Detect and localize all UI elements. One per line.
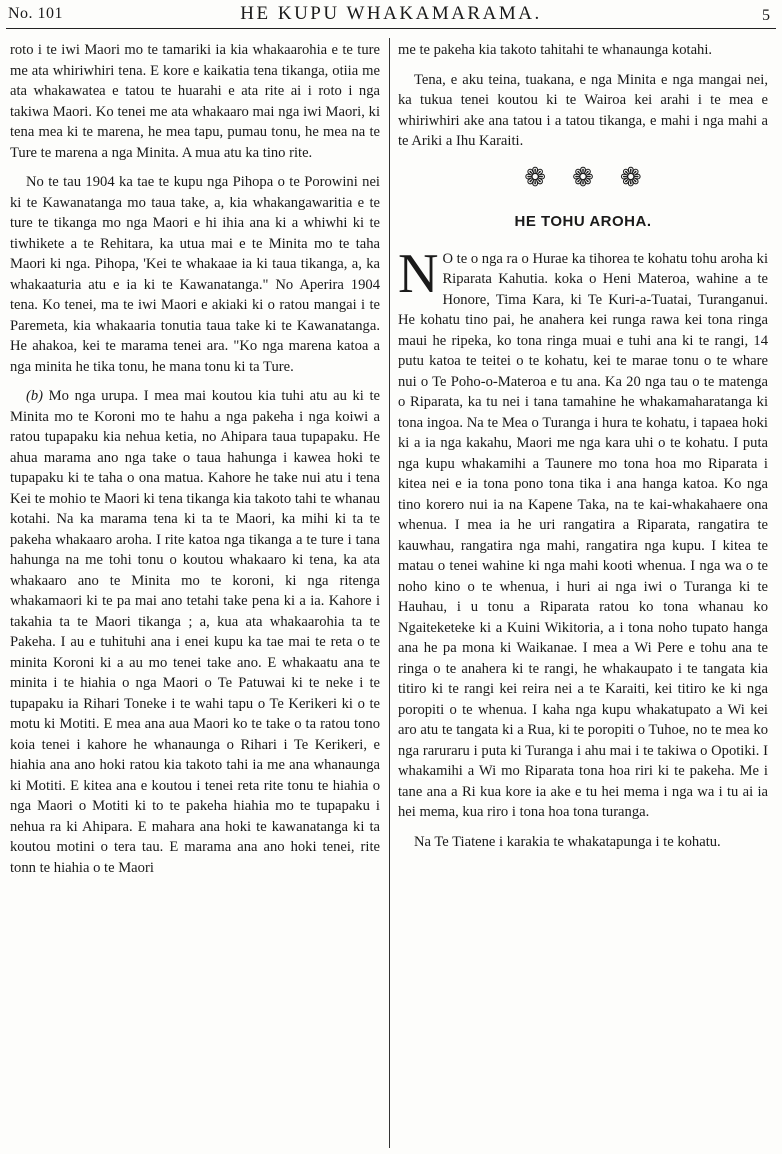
paragraph-text: Mo nga urupa. I mea mai koutou kia tuhi atu au ki te Minita mo te Koroni mo te hahu a nga pakeha i nga koiwi a ratou tupapaku kia nehua ketia, no Ahipara taua tupapaku. He ahua marama ano nga take o taua hahunga i kawea hoki te tupapaku ki te taha o ona matua. Kahore he take nui atu i tena Kei te mohio te Maori ki tena tikanga kia takoto tahi te whanau kotahi. Na ka marama tena ki ta te Maori, ka mihi ki ta te pakeha whakaaro aroha. I rite katoa nga tikanga a te ture i tana hahunga na me tohi tonu o koutou whakaaro ki tena, ka ata whakaaro ano te Minita mo te koroni, ki nga ritenga whakamaori ki te pa mai ano tetahi take pena ki a ia. Kahore i takahia ta te Maori tikanga ; a, kua ata whakaarohia ta te Pakeha. I au e tuhituhi ana i enei kupu ka tae mai te reta o te minita Koroni ki a au mo tenei take ano. E whakaatu ana te minita i te hiahia o nga Maori o Te Patuwai ki te neke i te tupapaku ia Rihari Toneke i te wahi tapu o Te Kerikeri ki o te motu ki Motiti. E mea ana aua Maori ko te take o ta ratou tono koia tenei i kahore he whanaunga o Rihari i Te Kerikeri, e hiahia ana ano hoki ratou kia takoto tahi ia me ana whanaunga ki Motiti. E kitea ana e koutou i tenei reta rite tonu te hiahia o nga Maori o Motiti ki to te pakeha hiahia mo te tupapaku i nehua ra ki Ahipara. E mahara ana hoki te kawanatanga ki ta koutou motini o tera tau. E marama ana ano hoki tenei, rite tonn te hiahia o te Maori	[10, 388, 381, 876]
page-number: 5	[762, 7, 770, 24]
column-divider	[389, 38, 390, 1148]
paragraph	[10, 386, 380, 878]
paragraph-text: O te o nga ra o Hurae ka tihorea te kohatu tohu aroha ki Riparata Kahutia. koka o Heni Materoa, wahine a te Honore, Tima Kara, ki Te Kuri-a-Tuatai, Turanganui. He kohatu tino pai, he anahera kei runga rawa kei tona ringa maui he ripeka, ko tona ringa muai e tuhi ana ki te rangi, 14 putu katoa te teitei o te kohatu, kei te marae tonu o te whare nui o Te Poho-o-Materoa e tu ana. Ka 20 nga tau o te matenga o Riparata, ka tu nei i tana tamahine he whakamaharatanga ki tona ingoa. Na te Mea o Turanga i hura te kohatu, i tapaea hoki ki a ia nga kakahu, Maori me nga kara uhi o te kohatu. I puta nga kupu whakamihi a Taunere mo tona hoa mo Riparata i kitea nei e ia tona pono tona tika i ana hanga katoa. Ko nga tino korero nui ia na Kapene Taka, na te kai-whakahaere ona whenua. I mea ia he uri rangatira a Riparata, rangatira te kauwhau, rangatira nga mahi, rangatira nga kupu. I kitea te matau o tenei wahine ki nga mahi kooti whenua. I nga wa o te noho kino o te whenua, i huri ai nga iwi o Turanga ki te Hauhau, i u tonu a Riparata ratou ko tona whanau ko Ngaiteketeke ki a Kuini Wikitoria, a i tona noho tupato hanga ana he pa mona ki Waikanae. I mea a Wi Pere e tohu ana te ringa o te anahera ki te rangi, he whakaupato i te tangata kia titiro ki te rangi kei reira nei a te Karaiti, kei titiro ke ki nga poropiti o te whenua. I kaha nga kupu whakatupato a Wi kei aro atu te tangata ki a Rua, ki te poropiti o Tuhoe, no te mea ko nga raruraru i puta ki Turanga i ahu mai i te takiwa o Opotiki. I whakamihi a Wi mo Riparata tona hoa riri ki te pakeha. Me i tane ana a Ri kua kore ia ake e tu hei mema i nga wa i tu ai ia hei mema, kua riro i tona hoa tona turanga.	[398, 250, 768, 820]
ornament-divider	[398, 162, 768, 192]
running-title: HE KUPU WHAKAMARAMA.	[240, 3, 542, 24]
paragraph: Tena, e aku teina, tuakana, e nga Minita e nga mangai nei, ka tukua tenei koutou ki te Wairoa kei arahi i te mea e whiriwhiri ake ana tatou i a tatou tikanga, e mahi i nga mahi a te Ariki a Ihu Karaiti.	[398, 71, 768, 149]
paragraph: Na Te Tiatene i karakia te whakatapunga i te kohatu.	[414, 833, 721, 850]
right-column	[398, 40, 768, 861]
section-title: HE TOHU AROHA.	[514, 213, 652, 230]
item-label: (b)	[26, 388, 44, 404]
paragraph: No te tau 1904 ka tae te kupu nga Pihopa o te Porowini nei ki te Kawanatanga mo taua take, a, kia whakangawaritia e te ture te tikanga mo nga Maori e hi ihia ana ki a whiwhi ki te tiwhikete a te Rehitara, ka utua mai e te Minita mo te taha Maori ki nga. Pihopa, 'Kei te whakaae ia ki taua tikanga, a, ka whakaaturia atu e ia ki te Kawanatanga." No Aperira 1904 tena. Ko tenei, ma te iwi Maori e akiaki ki o ratou mangai i te Paremeta, kia whakaaria tonutia taua take ki te Kawanatanga. He ahakoa, kei te marama tenei ara. "Ko nga marena katoa a nga minita he tika tonu, he mana tonu ki ta Ture.	[10, 174, 380, 375]
left-column	[10, 40, 380, 887]
issue-number: No. 101	[8, 5, 64, 22]
flower-ornament-icon: ❁	[572, 162, 620, 192]
paragraph	[398, 242, 768, 823]
flower-ornament-icon: ❁	[619, 162, 668, 192]
page-header	[6, 2, 776, 29]
paragraph: me te pakeha kia takoto tahitahi te whanaunga kotahi.	[398, 42, 713, 58]
drop-cap: N	[398, 242, 439, 305]
paragraph: roto i te iwi Maori mo te tamariki ia kia whakaarohia e te ture me ata whiriwhiri tena. E kore e kaikatia tena tikanga, otiia me ata whakawatea e tatou te huarahi e ata rite ai i roto i nga takiwa Maori. Ko tenei me ata whakaaro mai nga iwi Maori, ki tena mea ki te marena, he mea tapu, pumau tonu, he mea na te Ture te marena a nga Minita. A mua atu ka tino rite.	[10, 42, 380, 161]
flower-ornament-icon: ❁	[524, 162, 573, 192]
